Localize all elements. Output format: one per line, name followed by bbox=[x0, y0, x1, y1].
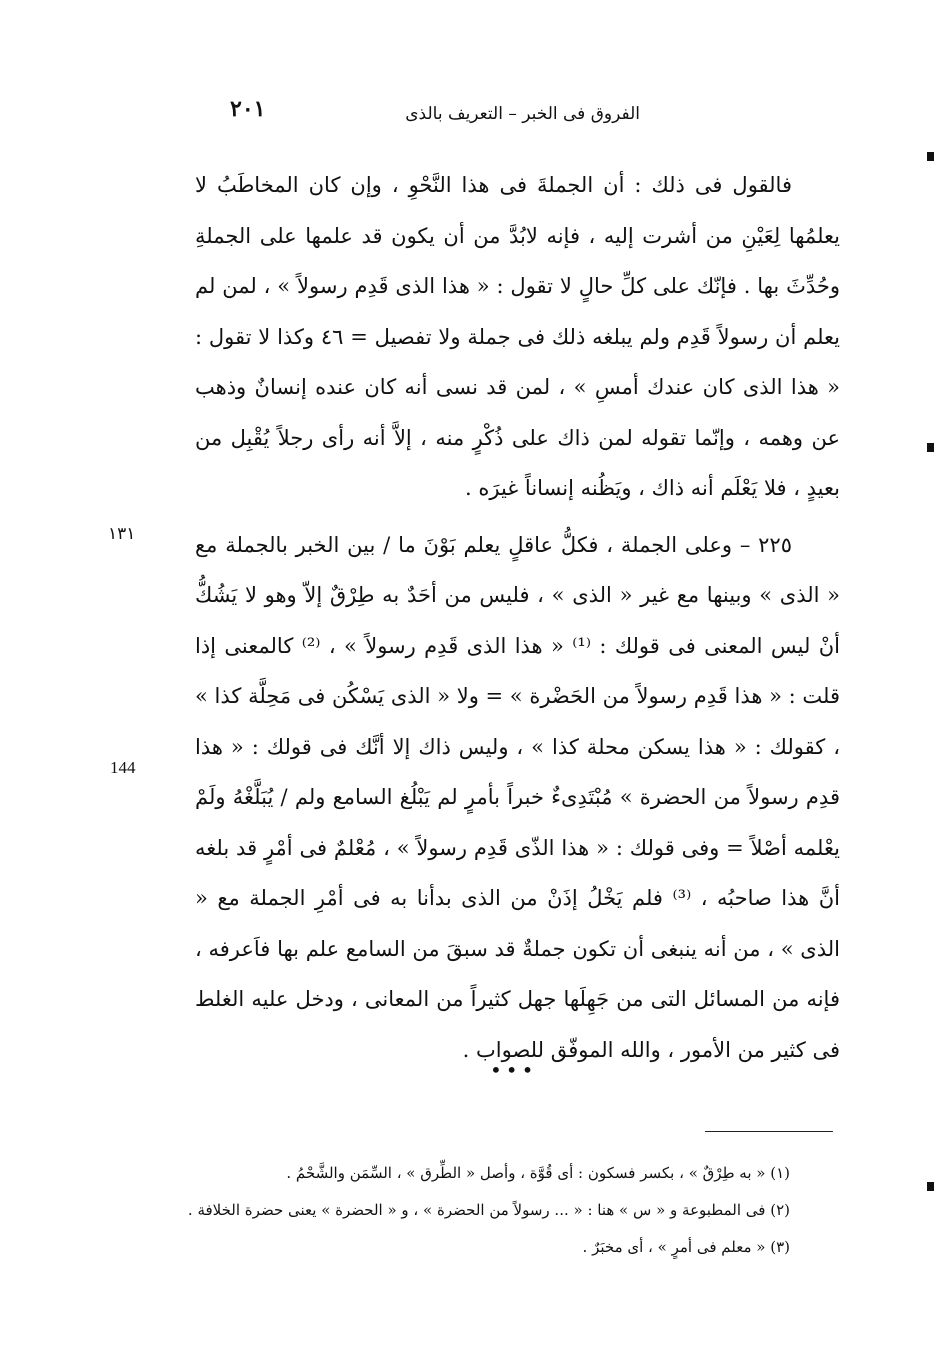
margin-note-131: ١٣١ bbox=[108, 524, 136, 544]
section-divider: ••• bbox=[490, 1058, 538, 1082]
edge-mark bbox=[927, 152, 934, 161]
edge-mark bbox=[927, 1182, 934, 1191]
footnote-rule bbox=[705, 1131, 833, 1132]
running-title: الفروق فى الخبر – التعريف بالذى bbox=[405, 104, 640, 124]
page-number: ٢٠١ bbox=[230, 96, 266, 122]
main-text bbox=[195, 160, 840, 1075]
margin-note-144: 144 bbox=[110, 758, 136, 777]
paragraph-1: فالقول فى ذلك : أن الجملةَ فى هذا النَّحْوِ ، وإن كان المخاطَبُ لا يعلمُها لِعَيْنِ من أشرت إليه ، فإنه لابُدَّ من أن يكون قد علمها على الجملةِ وحُدِّثَ بها . فإنّك على كلِّ حالٍ لا تقول : « هذا الذى قَدِم رسولاً » ، لمن لم يعلم أن رسولاً قَدِم ولم يبلغه ذلك فى جملة ولا تفصيل = ٤٦ وكذا لا تقول : « هذا الذى كان عندك أمسِ » ، لمن قد نسى أنه كان عنده إنسانٌ وذهب عن وهمه ، وإنّما تقوله لمن ذاك على ذُكْرٍ منه ، إلاَّ أنه رأى رجلاً يُقْبِل من بعيدٍ ، فلا يَعْلَم أنه ذاك ، ويَظُنه إنساناً غيرَه . bbox=[195, 173, 841, 500]
footnotes bbox=[187, 1155, 790, 1266]
edge-mark bbox=[927, 443, 934, 452]
footnote-3: (٣) « معلم فى أمرٍ » ، أى مخبَرٌ . bbox=[582, 1238, 790, 1256]
running-header bbox=[230, 96, 640, 132]
paragraph-2: ٢٢٥ – وعلى الجملة ، فكلُّ عاقلٍ يعلم بَوْنَ ما / بين الخبر بالجملة مع « الذى » وبينها مع غير « الذى » ، فليس من أحَدٌ به طِرْقٌ إلاّ وهو لا يَشُكُّ أنْ ليس المعنى فى قولك : ⁽¹⁾ « هذا الذى قَدِم رسولاً » ، ⁽²⁾ كالمعنى إذا قلت : « هذا قَدِم رسولاً من الحَضْرة » = ولا « الذى يَسْكُن فى مَحِلَّة كذا » ، كقولك : « هذا يسكن محلة كذا » ، وليس ذاك إلا أنَّك فى قولك : « هذا قدِم رسولاً من الحضرة » مُبْتَدِىءٌ خبراً بأمرٍ لم يَبْلُغ السامع ولم / يُبَلَّغْهُ ولَمْ يعْلمه أصْلاً = وفى قولك : « هذا الذّى قَدِم رسولاً » ، مُعْلمٌ فى أمْرٍ قد بلغه أنَّ هذا صاحبُه ، ⁽³⁾ فلم يَخْلُ إذَنْ من الذى بدأنا به فى أمْرِ الجملة مع « الذى » ، من أنه ينبغى أن تكون جملةٌ قد سبقَ من السامع علم بها فاَعرفه ، فإنه من المسائل التى من جَهِلَها جهل كثيراً من المعانى ، ودخل عليه الغلط فى كثير من الأمور ، والله الموفّق للصواب . bbox=[195, 532, 841, 1062]
footnote-1: (١) « به طِرْقٌ » ، بكسر فسكون : أى قُوَّة ، وأصل « الطِّرق » ، السِّمَن والشَّحْمُ . bbox=[286, 1164, 790, 1182]
footnote-2: (٢) فى المطبوعة و « س » هنا : « ... رسولاً من الحضرة » ، و « الحضرة » يعنى حضرة الخلافة . bbox=[187, 1201, 790, 1219]
